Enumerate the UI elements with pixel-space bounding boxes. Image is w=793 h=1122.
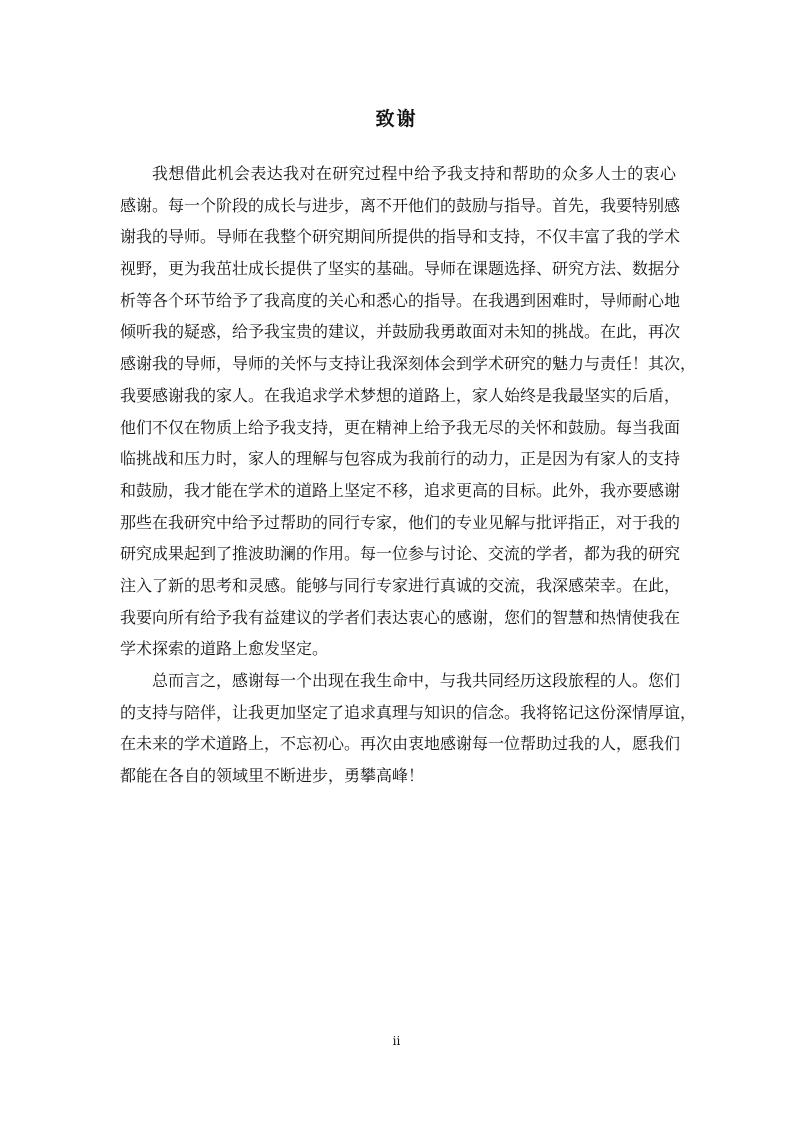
paragraph-line: 的支持与陪伴，让我更加坚定了追求真理与知识的信念。我将铭记这份深情厚谊， (120, 702, 697, 722)
paragraph-line: 在未来的学术道路上，不忘初心。再次由衷地感谢每一位帮助过我的人，愿我们 (120, 734, 681, 754)
paragraph-line: 学术探索的道路上愈发坚定。 (120, 639, 329, 659)
paragraph-line: 和鼓励，我才能在学术的道路上坚定不移，追求更高的目标。此外，我亦要感谢 (120, 480, 681, 500)
paragraph-line: 我想借此机会表达我对在研究过程中给予我支持和帮助的众多人士的衷心 (152, 164, 676, 183)
page-title: 致谢 (375, 108, 418, 130)
paragraph-line: 他们不仅在物质上给予我支持，更在精神上给予我无尽的关怀和鼓励。每当我面 (120, 417, 681, 437)
paragraph-line: 注入了新的思考和灵感。能够与同行专家进行真诚的交流，我深感荣幸。在此， (120, 575, 681, 595)
paragraph-line: 感谢。每一个阶段的成长与进步，离不开他们的鼓励与指导。首先，我要特别感 (120, 195, 681, 215)
paragraph-line: 视野，更为我茁壮成长提供了坚实的基础。导师在课题选择、研究方法、数据分 (120, 259, 681, 279)
page-number: ii (392, 1034, 401, 1048)
paragraph-line: 我要感谢我的家人。在我追求学术梦想的道路上，家人始终是我最坚实的后盾， (120, 385, 681, 405)
paragraph-line: 都能在各自的领域里不断进步，勇攀高峰！ (120, 766, 425, 786)
paragraph-line: 那些在我研究中给予过帮助的同行专家，他们的专业见解与批评指正，对于我的 (120, 512, 681, 532)
paragraph-line: 研究成果起到了推波助澜的作用。每一位参与讨论、交流的学者，都为我的研究 (120, 544, 681, 564)
paragraph (120, 665, 697, 792)
paragraph-line: 我要向所有给予我有益建议的学者们表达衷心的感谢，您们的智慧和热情使我在 (120, 607, 681, 627)
paragraph-line: 倾听我的疑惑，给予我宝贵的建议，并鼓励我勇敢面对未知的挑战。在此，再次 (120, 322, 681, 342)
paragraph-line: 谢我的导师。导师在我整个研究期间所提供的指导和支持，不仅丰富了我的学术 (120, 227, 681, 247)
paragraph-line: 感谢我的导师，导师的关怀与支持让我深刻体会到学术研究的魅力与责任！其次， (120, 354, 697, 374)
paragraph-line: 析等各个环节给予了我高度的关心和悉心的指导。在我遇到困难时，导师耐心地 (120, 290, 681, 310)
paragraph-line: 总而言之，感谢每一个出现在我生命中，与我共同经历这段旅程的人。您们 (152, 671, 681, 690)
paragraph-line: 临挑战和压力时，家人的理解与包容成为我前行的动力，正是因为有家人的支持 (120, 449, 681, 469)
acknowledgement-body (120, 158, 697, 792)
paragraph (120, 158, 697, 665)
